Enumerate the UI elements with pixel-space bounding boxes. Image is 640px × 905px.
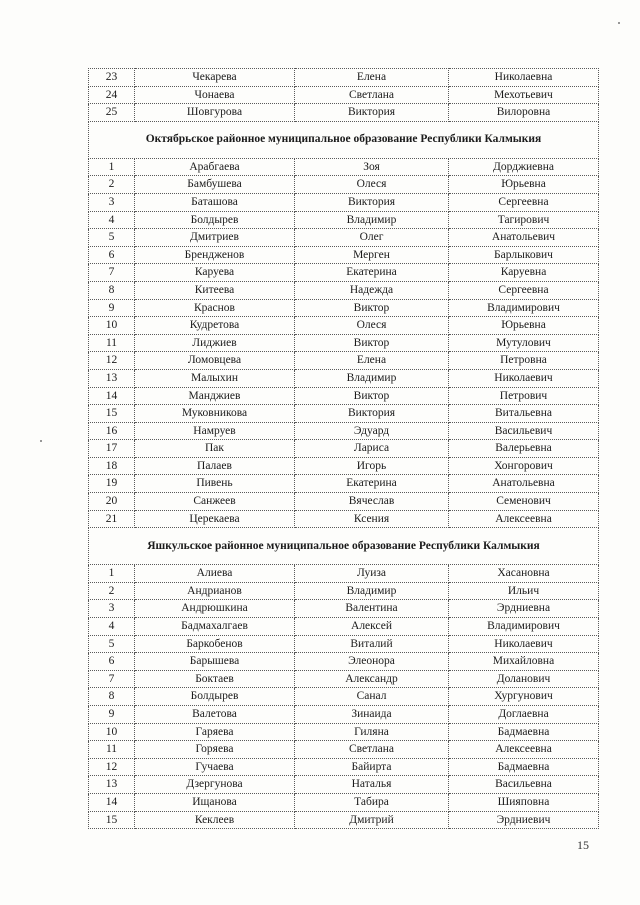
first-name-cell: Дмитрий: [295, 811, 449, 829]
table-row: [89, 493, 599, 511]
row-number: 15: [89, 405, 135, 423]
table-row: [89, 670, 599, 688]
row-number: 2: [89, 582, 135, 600]
row-number: 6: [89, 246, 135, 264]
table-row: [89, 405, 599, 423]
table-row: [89, 457, 599, 475]
patronymic-cell: Петрович: [449, 387, 599, 405]
table-row: [89, 653, 599, 671]
patronymic-cell: Анатольевич: [449, 229, 599, 247]
first-name-cell: Алексей: [295, 618, 449, 636]
patronymic-cell: Каруевна: [449, 264, 599, 282]
table-row: [89, 618, 599, 636]
table-row: [89, 264, 599, 282]
surname-cell: Малыхин: [135, 369, 295, 387]
section-title: Яшкульское районное муниципальное образование Республики Калмыкия: [89, 528, 599, 565]
row-number: 17: [89, 440, 135, 458]
row-number: 13: [89, 369, 135, 387]
row-number: 4: [89, 211, 135, 229]
row-number: 9: [89, 299, 135, 317]
first-name-cell: Виктор: [295, 334, 449, 352]
surname-cell: Дмитриев: [135, 229, 295, 247]
patronymic-cell: Анатольевна: [449, 475, 599, 493]
table-row: [89, 299, 599, 317]
roster-table: [88, 68, 599, 829]
section-header-row: [89, 528, 599, 565]
scan-speck: [618, 22, 620, 24]
first-name-cell: Виктория: [295, 104, 449, 122]
row-number: 1: [89, 565, 135, 583]
first-name-cell: Гиляна: [295, 723, 449, 741]
row-number: 5: [89, 635, 135, 653]
surname-cell: Кудретова: [135, 317, 295, 335]
first-name-cell: Лариса: [295, 440, 449, 458]
surname-cell: Гучаева: [135, 758, 295, 776]
surname-cell: Барышева: [135, 653, 295, 671]
row-number: 23: [89, 69, 135, 87]
patronymic-cell: Николаевич: [449, 635, 599, 653]
row-number: 9: [89, 706, 135, 724]
first-name-cell: Зоя: [295, 158, 449, 176]
patronymic-cell: Николаевна: [449, 69, 599, 87]
patronymic-cell: Бадмаевна: [449, 723, 599, 741]
patronymic-cell: Мехотьевич: [449, 86, 599, 104]
first-name-cell: Луиза: [295, 565, 449, 583]
surname-cell: Баркобенов: [135, 635, 295, 653]
surname-cell: Боктаев: [135, 670, 295, 688]
row-number: 8: [89, 281, 135, 299]
patronymic-cell: Дорджиевна: [449, 158, 599, 176]
table-row: [89, 582, 599, 600]
table-row: [89, 211, 599, 229]
table-row: [89, 387, 599, 405]
patronymic-cell: Ильич: [449, 582, 599, 600]
row-number: 8: [89, 688, 135, 706]
table-row: [89, 741, 599, 759]
first-name-cell: Екатерина: [295, 264, 449, 282]
surname-cell: Лиджиев: [135, 334, 295, 352]
patronymic-cell: Алексеевна: [449, 510, 599, 528]
patronymic-cell: Шияповна: [449, 793, 599, 811]
document-page: [88, 68, 598, 829]
row-number: 7: [89, 264, 135, 282]
table-row: [89, 793, 599, 811]
row-number: 4: [89, 618, 135, 636]
row-number: 13: [89, 776, 135, 794]
row-number: 18: [89, 457, 135, 475]
surname-cell: Бадмахалгаев: [135, 618, 295, 636]
patronymic-cell: Владимирович: [449, 618, 599, 636]
patronymic-cell: Вилоровна: [449, 104, 599, 122]
row-number: 12: [89, 758, 135, 776]
first-name-cell: Виталий: [295, 635, 449, 653]
first-name-cell: Эдуард: [295, 422, 449, 440]
row-number: 14: [89, 387, 135, 405]
surname-cell: Ищанова: [135, 793, 295, 811]
row-number: 10: [89, 723, 135, 741]
table-row: [89, 86, 599, 104]
first-name-cell: Санал: [295, 688, 449, 706]
surname-cell: Дзергунова: [135, 776, 295, 794]
table-row: [89, 688, 599, 706]
row-number: 19: [89, 475, 135, 493]
patronymic-cell: Хургунович: [449, 688, 599, 706]
patronymic-cell: Сергеевна: [449, 281, 599, 299]
first-name-cell: Валентина: [295, 600, 449, 618]
table-row: [89, 811, 599, 829]
patronymic-cell: Семенович: [449, 493, 599, 511]
row-number: 7: [89, 670, 135, 688]
first-name-cell: Табира: [295, 793, 449, 811]
table-row: [89, 723, 599, 741]
table-row: [89, 158, 599, 176]
surname-cell: Палаев: [135, 457, 295, 475]
surname-cell: Церекаева: [135, 510, 295, 528]
first-name-cell: Мерген: [295, 246, 449, 264]
row-number: 11: [89, 741, 135, 759]
table-row: [89, 334, 599, 352]
surname-cell: Муковникова: [135, 405, 295, 423]
section-header-row: [89, 121, 599, 158]
patronymic-cell: Витальевна: [449, 405, 599, 423]
scan-speck: [40, 440, 42, 442]
row-number: 25: [89, 104, 135, 122]
first-name-cell: Светлана: [295, 741, 449, 759]
table-row: [89, 758, 599, 776]
row-number: 3: [89, 193, 135, 211]
surname-cell: Шовгурова: [135, 104, 295, 122]
surname-cell: Кеклеев: [135, 811, 295, 829]
first-name-cell: Зинаида: [295, 706, 449, 724]
table-row: [89, 369, 599, 387]
page-number: 15: [577, 838, 589, 852]
first-name-cell: Владимир: [295, 369, 449, 387]
first-name-cell: Виктория: [295, 405, 449, 423]
first-name-cell: Олеся: [295, 317, 449, 335]
row-number: 1: [89, 158, 135, 176]
patronymic-cell: Петровна: [449, 352, 599, 370]
first-name-cell: Олеся: [295, 176, 449, 194]
surname-cell: Валетова: [135, 706, 295, 724]
surname-cell: Чекарева: [135, 69, 295, 87]
first-name-cell: Вячеслав: [295, 493, 449, 511]
patronymic-cell: Эрдниевна: [449, 600, 599, 618]
surname-cell: Арабгаева: [135, 158, 295, 176]
section-title: Октябрьское районное муниципальное образование Республики Калмыкия: [89, 121, 599, 158]
table-row: [89, 440, 599, 458]
first-name-cell: Элеонора: [295, 653, 449, 671]
surname-cell: Китеева: [135, 281, 295, 299]
patronymic-cell: Владимирович: [449, 299, 599, 317]
first-name-cell: Александр: [295, 670, 449, 688]
table-row: [89, 281, 599, 299]
patronymic-cell: Васильевич: [449, 422, 599, 440]
row-number: 20: [89, 493, 135, 511]
row-number: 15: [89, 811, 135, 829]
patronymic-cell: Тагирович: [449, 211, 599, 229]
row-number: 12: [89, 352, 135, 370]
first-name-cell: Надежда: [295, 281, 449, 299]
table-row: [89, 246, 599, 264]
patronymic-cell: Хонгорович: [449, 457, 599, 475]
patronymic-cell: Васильевна: [449, 776, 599, 794]
table-row: [89, 104, 599, 122]
surname-cell: Болдырев: [135, 211, 295, 229]
row-number: 11: [89, 334, 135, 352]
patronymic-cell: Алексеевна: [449, 741, 599, 759]
surname-cell: Андрюшкина: [135, 600, 295, 618]
row-number: 16: [89, 422, 135, 440]
patronymic-cell: Барлыкович: [449, 246, 599, 264]
table-row: [89, 229, 599, 247]
first-name-cell: Ксения: [295, 510, 449, 528]
table-row: [89, 475, 599, 493]
table-row: [89, 510, 599, 528]
table-row: [89, 69, 599, 87]
surname-cell: Горяева: [135, 741, 295, 759]
row-number: 2: [89, 176, 135, 194]
patronymic-cell: Хасановна: [449, 565, 599, 583]
patronymic-cell: Сергеевна: [449, 193, 599, 211]
surname-cell: Брендженов: [135, 246, 295, 264]
patronymic-cell: Юрьевна: [449, 176, 599, 194]
table-row: [89, 635, 599, 653]
table-row: [89, 317, 599, 335]
patronymic-cell: Доланович: [449, 670, 599, 688]
surname-cell: Краснов: [135, 299, 295, 317]
first-name-cell: Виктория: [295, 193, 449, 211]
row-number: 6: [89, 653, 135, 671]
table-row: [89, 422, 599, 440]
first-name-cell: Владимир: [295, 582, 449, 600]
table-row: [89, 193, 599, 211]
surname-cell: Санжеев: [135, 493, 295, 511]
first-name-cell: Светлана: [295, 86, 449, 104]
surname-cell: Намруев: [135, 422, 295, 440]
surname-cell: Болдырев: [135, 688, 295, 706]
patronymic-cell: Эрдниевич: [449, 811, 599, 829]
table-row: [89, 176, 599, 194]
table-row: [89, 352, 599, 370]
table-row: [89, 565, 599, 583]
patronymic-cell: Михайловна: [449, 653, 599, 671]
row-number: 10: [89, 317, 135, 335]
surname-cell: Ломовцева: [135, 352, 295, 370]
row-number: 24: [89, 86, 135, 104]
row-number: 5: [89, 229, 135, 247]
first-name-cell: Виктор: [295, 387, 449, 405]
first-name-cell: Елена: [295, 69, 449, 87]
surname-cell: Андрианов: [135, 582, 295, 600]
patronymic-cell: Юрьевна: [449, 317, 599, 335]
first-name-cell: Екатерина: [295, 475, 449, 493]
first-name-cell: Владимир: [295, 211, 449, 229]
surname-cell: Пивень: [135, 475, 295, 493]
table-row: [89, 706, 599, 724]
surname-cell: Алиева: [135, 565, 295, 583]
first-name-cell: Олег: [295, 229, 449, 247]
patronymic-cell: Бадмаевна: [449, 758, 599, 776]
roster-body: [89, 69, 599, 829]
surname-cell: Манджиев: [135, 387, 295, 405]
surname-cell: Каруева: [135, 264, 295, 282]
first-name-cell: Виктор: [295, 299, 449, 317]
table-row: [89, 600, 599, 618]
row-number: 3: [89, 600, 135, 618]
patronymic-cell: Доглаевна: [449, 706, 599, 724]
surname-cell: Баташова: [135, 193, 295, 211]
surname-cell: Чонаева: [135, 86, 295, 104]
table-row: [89, 776, 599, 794]
surname-cell: Бамбушева: [135, 176, 295, 194]
first-name-cell: Игорь: [295, 457, 449, 475]
row-number: 14: [89, 793, 135, 811]
first-name-cell: Байирта: [295, 758, 449, 776]
surname-cell: Пак: [135, 440, 295, 458]
first-name-cell: Наталья: [295, 776, 449, 794]
first-name-cell: Елена: [295, 352, 449, 370]
row-number: 21: [89, 510, 135, 528]
patronymic-cell: Валерьевна: [449, 440, 599, 458]
patronymic-cell: Николаевич: [449, 369, 599, 387]
surname-cell: Гаряева: [135, 723, 295, 741]
patronymic-cell: Мутулович: [449, 334, 599, 352]
